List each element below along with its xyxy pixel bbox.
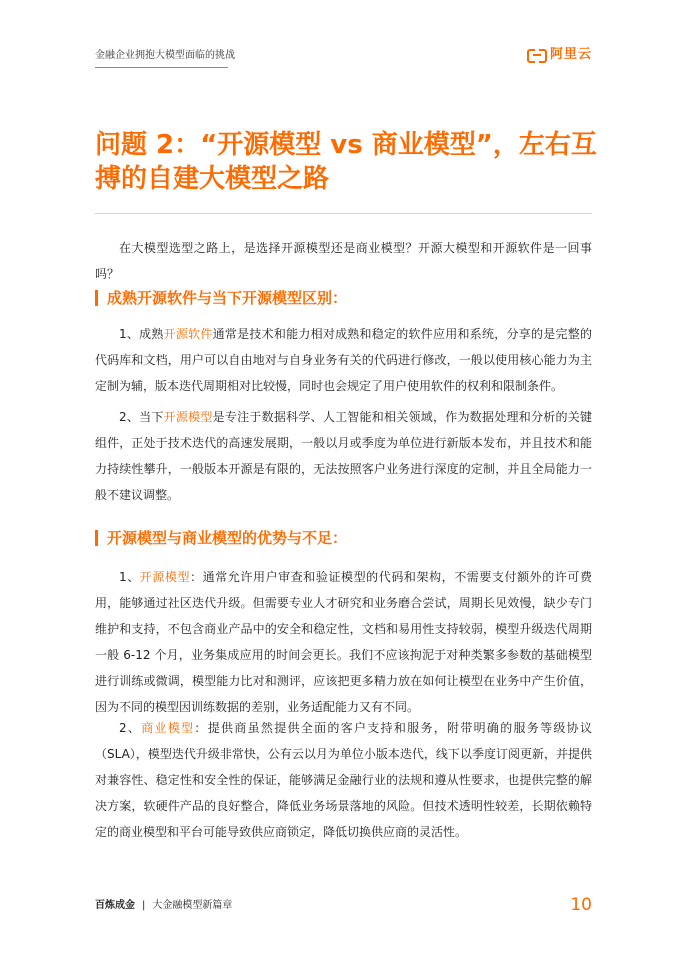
footer-brand: 百炼成金	[95, 900, 135, 911]
section-accent-bar	[95, 530, 98, 546]
header-underline	[95, 67, 228, 68]
footer-subtitle: 大金融模型新篇章	[152, 900, 233, 911]
footer	[95, 899, 232, 913]
logo-text: 阿里云	[549, 47, 592, 62]
title-divider	[95, 213, 592, 214]
highlight-term: 开源模型	[139, 570, 191, 584]
aliyun-logo-icon	[527, 49, 547, 61]
intro-paragraph: 在大模型选型之路上，是选择开源模型还是商业模型？开源大模型和开源软件是一回事吗？	[95, 241, 592, 281]
section-title-1: 成熟开源软件与当下开源模型区别：	[107, 289, 348, 307]
page-title: 问题 2：“开源模型 vs 商业模型”，左右互搏的自建大模型之路	[95, 130, 597, 194]
section-accent-bar	[95, 290, 98, 306]
highlight-term: 商业模型	[141, 721, 195, 735]
section-heading-2	[95, 527, 592, 549]
page-number: 10	[570, 895, 592, 915]
header-running-title: 金融企业拥抱大模型面临的挑战	[95, 50, 235, 61]
section2-paragraph-1: 1、开源模型：通常允许用户审查和验证模型的代码和架构，不需要支付额外的许可费用，能够通过社区迭代升级。但需要专业人才研究和业务磨合尝试，周期长见效慢，缺少专门维护和支持，不包含商业产品中的安全和稳定性，文档和易用性支持较弱，模型升级迭代周期一般 6-12 个月，业务集成应用的时间会更长。我们不应该拘泥于对种类繁多参数的基础模型进行训练或微调，模型能力比对和测评，应该把更多精力放在如何让模型在业务中产生价值，因为不同的模型因训练数据的差别，业务适配能力又有不同。	[95, 570, 592, 714]
section-title-2: 开源模型与商业模型的优势与不足：	[107, 529, 348, 547]
highlight-term: 开源模型	[163, 410, 213, 424]
section1-paragraph-1: 1、成熟开源软件通常是技术和能力相对成熟和稳定的软件应用和系统，分享的是完整的代码库和文档，用户可以自由地对与自身业务有关的代码进行修改，一般以使用核心能力为主定制为辅，版本迭代周期相对比较慢，同时也会规定了用户使用软件的权利和限制条件。	[95, 327, 592, 393]
section1-paragraph-2: 2、当下开源模型是专注于数据科学、人工智能和相关领域，作为数据处理和分析的关键组件，正处于技术迭代的高速发展期，一般以月或季度为单位进行新版本发布，并且技术和能力持续性攀升，一般版本开源是有限的，无法按照客户业务进行深度的定制，并且全局能力一般不建议调整。	[95, 410, 592, 502]
footer-separator: |	[142, 900, 146, 911]
section2-paragraph-2: 2、商业模型：提供商虽然提供全面的客户支持和服务，附带明确的服务等级协议（SLA），模型迭代升级非常快，公有云以月为单位小版本迭代，线下以季度订阅更新，并提供对兼容性、稳定性和安全性的保证，能够满足金融行业的法规和遵从性要求，也提供完整的解决方案，软硬件产品的良好整合，降低业务场景落地的风险。但技术透明性较差，长期依赖特定的商业模型和平台可能导致供应商锁定，降低切换供应商的灵活性。	[95, 721, 592, 839]
aliyun-logo	[527, 47, 592, 63]
section-heading-1	[95, 287, 592, 309]
highlight-term: 开源软件	[163, 327, 213, 341]
